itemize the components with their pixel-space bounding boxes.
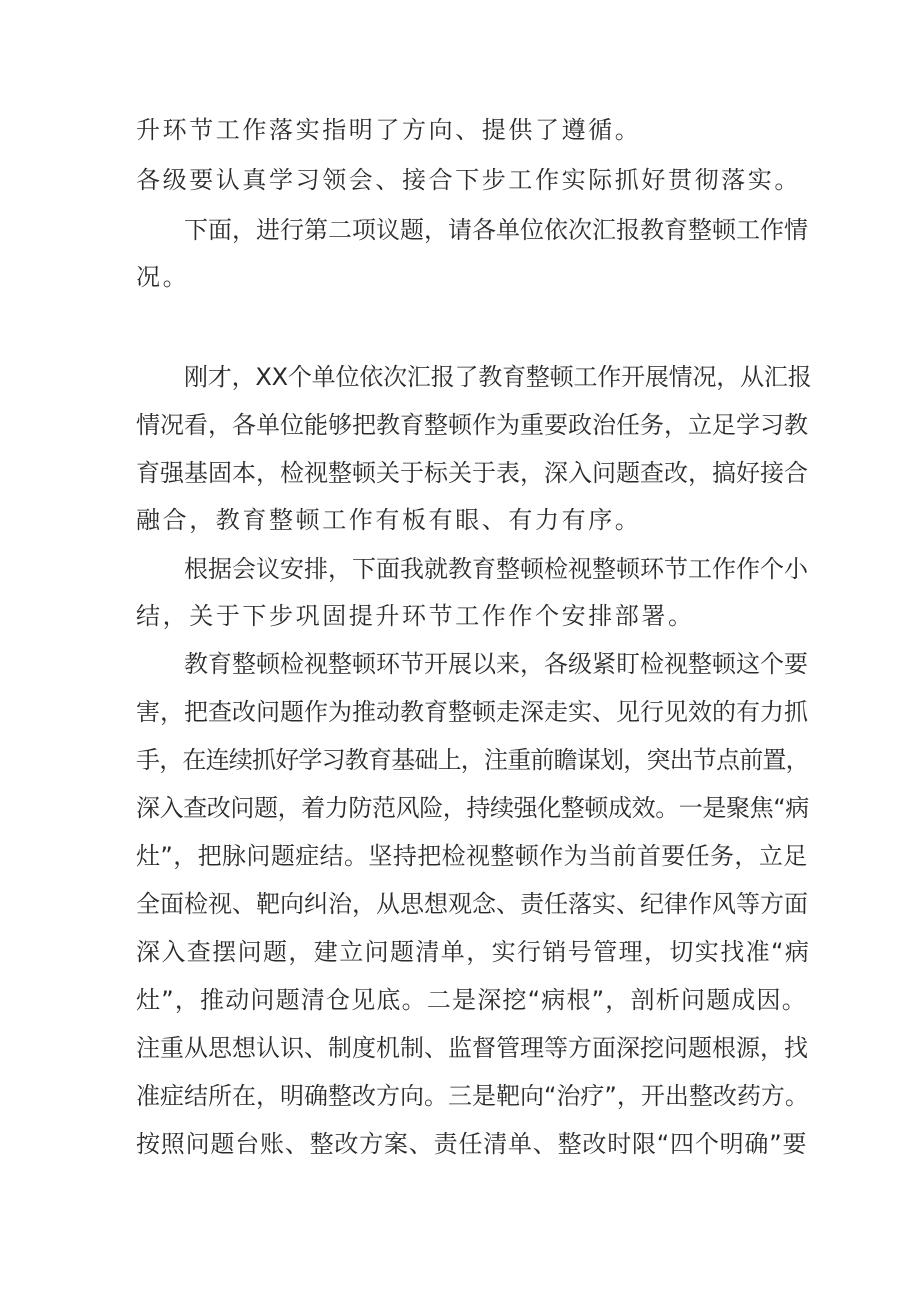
text-line-9: 根据会议安排，下面我就教育整顿检视整顿环节工作作个小 <box>184 555 808 583</box>
text-line-13: 手，在连续抓好学习教育基础上，注重前瞻谋划，突出节点前置， <box>136 746 809 774</box>
text-line-11: 教育整顿检视整顿环节开展以来，各级紧盯检视整顿这个要 <box>184 650 808 678</box>
text-line-3: 下面，进行第二项议题，请各单位依次汇报教育整顿工作情 <box>184 216 808 244</box>
text-line-19: 注重从思想认识、制度机制、监督管理等方面深挖问题根源，找 <box>136 1034 808 1062</box>
text-line-16: 全面检视、靶向纠治，从思想观念、责任落实、纪律作风等方面 <box>136 890 808 918</box>
text-line-4: 况。 <box>136 263 190 291</box>
text-line-15: 灶”，把脉问题症结。坚持把检视整顿作为当前首要任务，立足 <box>136 842 808 870</box>
text-line-21: 按照问题台账、整改方案、责任清单、整改时限“四个明确”要 <box>136 1130 808 1158</box>
text-line-20: 准症结所在，明确整改方向。三是靶向“治疗”，开出整改药方。 <box>136 1082 809 1110</box>
text-line-6: 情况看，各单位能够把教育整顿作为重要政治任务，立足学习教 <box>136 411 808 439</box>
text-line-2: 各级要认真学习领会、接合下步工作实际抓好贯彻落实。 <box>136 166 801 194</box>
text-line-18: 灶”，推动问题清仓见底。二是深挖“病根”，剖析问题成因。 <box>136 986 807 1014</box>
text-line-8: 融合，教育整顿工作有板有眼、有力有序。 <box>136 506 642 534</box>
text-line-14: 深入查改问题，着力防范风险，持续强化整顿成效。一是聚焦“病 <box>136 794 809 822</box>
text-line-1: 升环节工作落实指明了方向、提供了遵循。 <box>136 116 642 144</box>
text-line-7: 育强基固本，检视整顿关于标关于表，深入问题查改，搞好接合 <box>136 459 808 487</box>
text-line-10: 结，关于下步巩固提升环节工作作个安排部署。 <box>136 602 695 630</box>
text-line-17: 深入查摆问题，建立问题清单，实行销号管理，切实找准“病 <box>136 938 811 966</box>
text-line-5: 刚才，XX个单位依次汇报了教育整顿工作开展情况，从汇报 <box>184 363 812 391</box>
text-line-12: 害，把查改问题作为推动教育整顿走深走实、见行见效的有力抓 <box>136 698 808 726</box>
